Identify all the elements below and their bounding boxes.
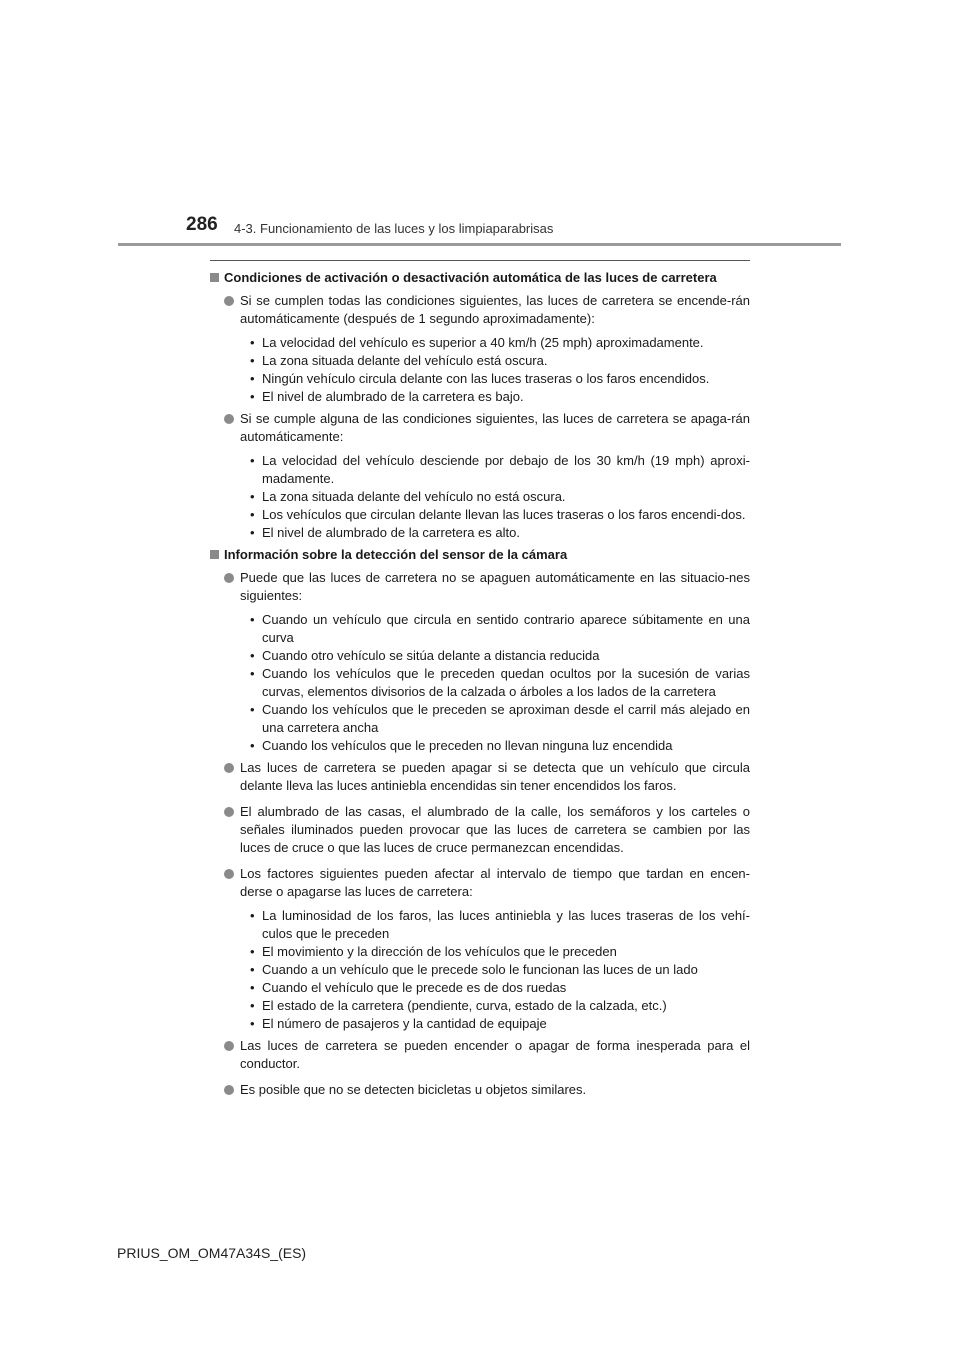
list-item-text: Cuando a un vehículo que le precede solo le funcionan las luces de un lado <box>262 962 698 977</box>
list-item-text: El número de pasajeros y la cantidad de equipaje <box>262 1016 547 1031</box>
bullet-paragraph <box>210 1037 750 1073</box>
dot-bullet-icon: • <box>250 453 255 468</box>
list-item <box>210 961 750 979</box>
square-bullet-icon <box>210 273 219 282</box>
list-item <box>210 701 750 737</box>
bullet-paragraph <box>210 759 750 795</box>
list-item <box>210 907 750 943</box>
list-item-text: La velocidad del vehículo desciende por debajo de los 30 km/h (19 mph) aproxi-madamente. <box>262 453 750 486</box>
bullet-text: Si se cumple alguna de las condiciones siguientes, las luces de carretera se apaga-rán automáticamente: <box>240 411 750 444</box>
list-item-text: El nivel de alumbrado de la carretera es bajo. <box>262 389 524 404</box>
circle-bullet-icon <box>224 296 234 306</box>
list-item <box>210 943 750 961</box>
section-heading-text: Información sobre la detección del sensor de la cámara <box>224 547 568 562</box>
list-item <box>210 370 750 388</box>
dot-bullet-icon: • <box>250 525 255 540</box>
bullet-text: El alumbrado de las casas, el alumbrado de la calle, los semáforos y los carteles o señales iluminados pueden provocar que las luces de carretera se cambien por las luces de cruce o que las luces de cruce permanezcan encendidas. <box>240 804 750 855</box>
bullet-text: Las luces de carretera se pueden apagar si se detecta que un vehículo que circula delante lleva las luces antiniebla encendidas sin tener encendidos los faros. <box>240 760 750 793</box>
dot-bullet-icon: • <box>250 612 255 627</box>
list-item-text: Los vehículos que circulan delante llevan las luces traseras o los faros encendi-dos. <box>262 507 746 522</box>
list-item-text: Cuando otro vehículo se sitúa delante a distancia reducida <box>262 648 600 663</box>
circle-bullet-icon <box>224 763 234 773</box>
circle-bullet-icon <box>224 573 234 583</box>
circle-bullet-icon <box>224 414 234 424</box>
dot-bullet-icon: • <box>250 389 255 404</box>
dot-bullet-icon: • <box>250 489 255 504</box>
dot-bullet-icon: • <box>250 648 255 663</box>
bullet-paragraph <box>210 1081 750 1099</box>
page-header <box>0 0 960 250</box>
bullet-text: Las luces de carretera se pueden encender o apagar de forma inesperada para el conductor. <box>240 1038 750 1071</box>
list-item <box>210 452 750 488</box>
section-heading <box>210 269 750 287</box>
list-item-text: La zona situada delante del vehículo está oscura. <box>262 353 548 368</box>
dot-bullet-icon: • <box>250 353 255 368</box>
list-item <box>210 1015 750 1033</box>
list-item-text: El nivel de alumbrado de la carretera es alto. <box>262 525 520 540</box>
document-code: PRIUS_OM_OM47A34S_(ES) <box>117 1245 307 1261</box>
bullet-text: Si se cumplen todas las condiciones siguientes, las luces de carretera se encende-rán automáticamente (después de 1 segundo aproximadamente): <box>240 293 750 326</box>
list-item <box>210 665 750 701</box>
dot-bullet-icon: • <box>250 980 255 995</box>
sub-list <box>210 334 750 406</box>
list-item-text: Cuando los vehículos que le preceden quedan ocultos por la sucesión de varias curvas, elementos divisorios de la calzada o árboles a los lados de la carretera <box>262 666 750 699</box>
list-item-text: La zona situada delante del vehículo no está oscura. <box>262 489 566 504</box>
bullet-text: Es posible que no se detecten bicicletas u objetos similares. <box>240 1082 587 1097</box>
dot-bullet-icon: • <box>250 335 255 350</box>
list-item <box>210 997 750 1015</box>
list-item <box>210 737 750 755</box>
list-item <box>210 352 750 370</box>
dot-bullet-icon: • <box>250 738 255 753</box>
sub-list <box>210 907 750 1033</box>
dot-bullet-icon: • <box>250 962 255 977</box>
bullet-paragraph <box>210 410 750 446</box>
dot-bullet-icon: • <box>250 908 255 923</box>
bullet-paragraph <box>210 803 750 857</box>
circle-bullet-icon <box>224 1085 234 1095</box>
list-item <box>210 334 750 352</box>
circle-bullet-icon <box>224 807 234 817</box>
section-heading-text: Condiciones de activación o desactivación automática de las luces de carretera <box>224 270 717 285</box>
list-item <box>210 524 750 542</box>
dot-bullet-icon: • <box>250 507 255 522</box>
dot-bullet-icon: • <box>250 666 255 681</box>
list-item <box>210 611 750 647</box>
dot-bullet-icon: • <box>250 998 255 1013</box>
section-title: 4-3. Funcionamiento de las luces y los limpiaparabrisas <box>234 221 554 236</box>
bullet-text: Los factores siguientes pueden afectar al intervalo de tiempo que tardan en encen-derse o apagarse las luces de carretera: <box>240 866 750 899</box>
circle-bullet-icon <box>224 1041 234 1051</box>
bullet-paragraph <box>210 865 750 901</box>
page-number: 286 <box>186 214 218 235</box>
dot-bullet-icon: • <box>250 371 255 386</box>
list-item-text: Ningún vehículo circula delante con las luces traseras o los faros encendidos. <box>262 371 710 386</box>
list-item <box>210 979 750 997</box>
sub-list <box>210 452 750 542</box>
dot-bullet-icon: • <box>250 944 255 959</box>
content-divider <box>210 260 750 261</box>
square-bullet-icon <box>210 550 219 559</box>
list-item-text: La velocidad del vehículo es superior a 40 km/h (25 mph) aproximadamente. <box>262 335 704 350</box>
list-item-text: Cuando los vehículos que le preceden no llevan ninguna luz encendida <box>262 738 673 753</box>
list-item-text: La luminosidad de los faros, las luces antiniebla y las luces traseras de los vehí-culos que le preceden <box>262 908 750 941</box>
page-content <box>210 260 750 1107</box>
list-item <box>210 647 750 665</box>
bullet-paragraph <box>210 292 750 328</box>
bullet-text: Puede que las luces de carretera no se apaguen automáticamente en las situacio-nes siguientes: <box>240 570 750 603</box>
list-item-text: El estado de la carretera (pendiente, curva, estado de la calzada, etc.) <box>262 998 667 1013</box>
list-item <box>210 488 750 506</box>
list-item-text: Cuando el vehículo que le precede es de dos ruedas <box>262 980 567 995</box>
list-item <box>210 506 750 524</box>
dot-bullet-icon: • <box>250 702 255 717</box>
bullet-paragraph <box>210 569 750 605</box>
circle-bullet-icon <box>224 869 234 879</box>
list-item-text: El movimiento y la dirección de los vehículos que le preceden <box>262 944 617 959</box>
section-heading <box>210 546 750 564</box>
list-item-text: Cuando los vehículos que le preceden se aproximan desde el carril más alejado en una carretera ancha <box>262 702 750 735</box>
dot-bullet-icon: • <box>250 1016 255 1031</box>
header-divider <box>118 243 841 246</box>
sub-list <box>210 611 750 755</box>
list-item <box>210 388 750 406</box>
list-item-text: Cuando un vehículo que circula en sentido contrario aparece súbitamente en una curva <box>262 612 750 645</box>
